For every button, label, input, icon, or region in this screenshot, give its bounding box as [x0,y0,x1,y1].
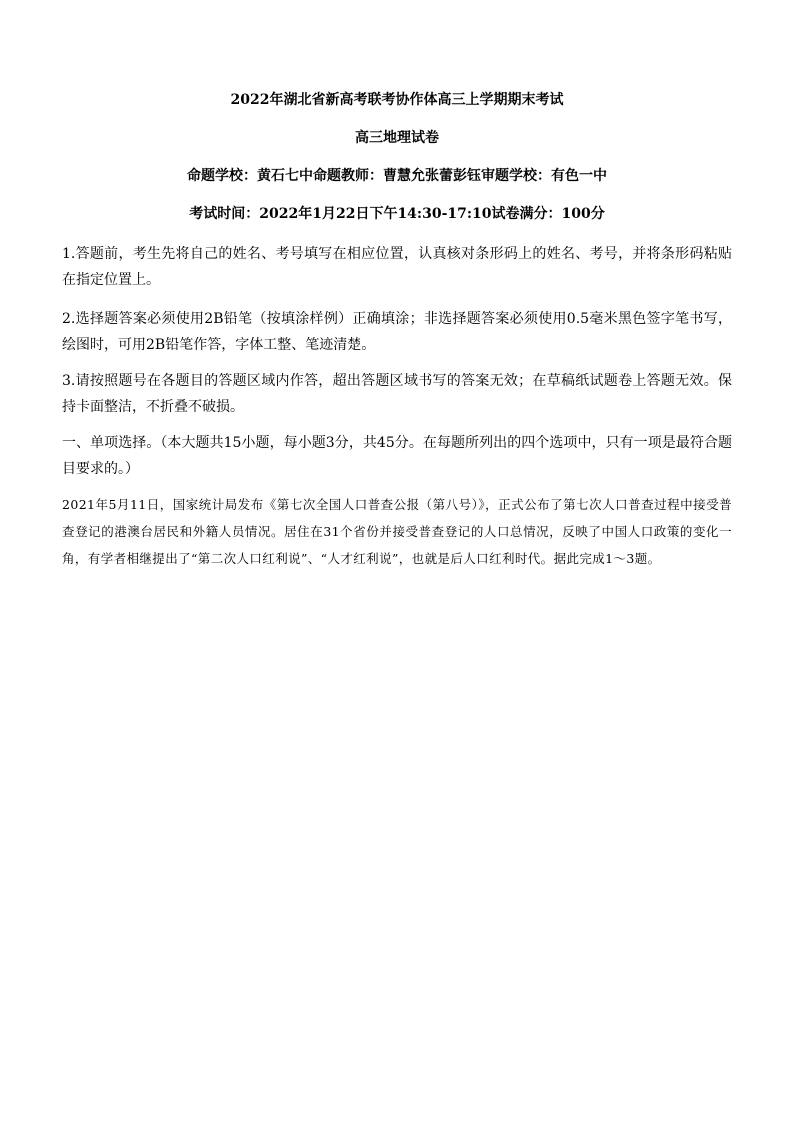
exam-title: 2022年湖北省新高考联考协作体高三上学期期末考试 [230,92,564,108]
reading-passage: 2021年5月11日，国家统计局发布《第七次全国人口普查公报（第八号）》，正式公布了第七次人口普查过程中接受普查登记的港澳台居民和外籍人员情况。居住在31个省份并接受普查登记的人口总情况，反映了中国人口政策的变化一角，有学者相继提出了“第二次人口红利说”、“人才红利说”，也就是后人口红利时代。据此完成1～3题。 [62,497,732,566]
section-heading: 一、单项选择。（本大题共15小题，每小题3分，共45分。在每题所列出的四个选项中，只有一项是最符合题目要求的。） [62,435,732,477]
exam-time-info: 考试时间：2022年1月22日下午14:30-17:10试卷满分：100分 [189,206,605,222]
instruction-2: 2.选择题答案必须使用2B铅笔（按填涂样例）正确填涂；非选择题答案必须使用0.5毫米黑色签字笔书写，绘图时，可用2B铅笔作答，字体工整、笔迹清楚。 [62,311,732,353]
author-info: 命题学校：黄石七中命题教师：曹慧允张蕾彭钰审题学校：有色一中 [187,168,607,184]
instruction-1: 1.答题前，考生先将自己的姓名、考号填写在相应位置，认真核对条形码上的姓名、考号，并将条形码粘贴在指定位置上。 [62,246,732,288]
instruction-3: 3.请按照题号在各题目的答题区域内作答，超出答题区域书写的答案无效；在草稿纸试题卷上答题无效。保持卡面整洁，不折叠不破损。 [62,373,732,415]
paper-subject: 高三地理试卷 [355,130,439,146]
